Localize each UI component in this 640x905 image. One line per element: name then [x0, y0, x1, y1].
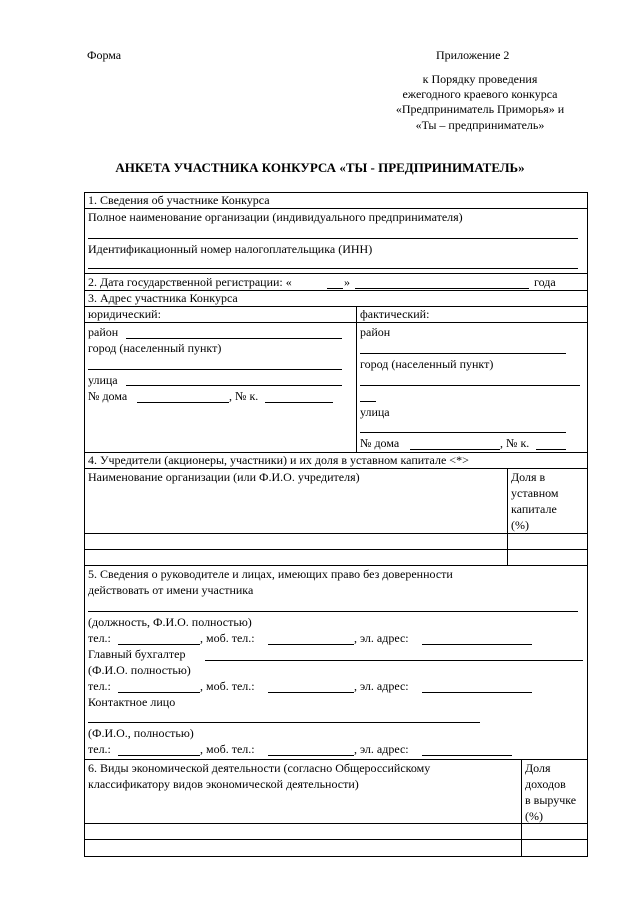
org-name-label: Полное наименование организации (индивидуального предпринимателя) — [88, 210, 463, 224]
s3-heading: 3. Адрес участника Конкурса — [88, 291, 238, 305]
s5-heading-1: 5. Сведения о руководителе и лицах, имеющих право без доверенности — [88, 567, 453, 581]
actual-apt-field[interactable] — [536, 449, 566, 450]
legal-city-field[interactable] — [88, 369, 342, 370]
mobile-label-1: , моб. тел.: — [200, 631, 255, 645]
mobile-label-2: , моб. тел.: — [200, 679, 255, 693]
email-label-3: , эл. адрес: — [354, 742, 409, 756]
reg-quote-close: » — [344, 275, 350, 289]
email-label-2: , эл. адрес: — [354, 679, 409, 693]
email-label-1: , эл. адрес: — [354, 631, 409, 645]
email-field-2[interactable] — [422, 692, 532, 693]
phone-field-3[interactable] — [118, 755, 200, 756]
actual-district-field[interactable] — [360, 353, 566, 354]
actual-city-label: город (населенный пункт) — [360, 357, 494, 371]
phone-label-2: тел.: — [88, 679, 111, 693]
reg-year-label: года — [534, 275, 556, 289]
legal-house-field[interactable] — [137, 402, 229, 403]
reg-day-field[interactable] — [327, 288, 343, 289]
mobile-field-1[interactable] — [268, 644, 354, 645]
accountant-label: Главный бухгалтер — [88, 647, 186, 661]
legal-street-label: улица — [88, 373, 118, 387]
legal-apt-label: , № к. — [229, 389, 259, 403]
contact-field[interactable] — [88, 722, 480, 723]
form-title: АНКЕТА УЧАСТНИКА КОНКУРСА «ТЫ - ПРЕДПРИНИМАТЕЛЬ» — [115, 160, 525, 175]
phone-field-2[interactable] — [118, 692, 200, 693]
contact-fio-caption: (Ф.И.О., полностью) — [88, 726, 194, 740]
share-header-4: (%) — [511, 518, 529, 532]
email-field-1[interactable] — [422, 644, 532, 645]
actual-city-field-2[interactable] — [360, 401, 376, 402]
mobile-field-3[interactable] — [268, 755, 354, 756]
legal-city-label: город (населенный пункт) — [88, 341, 222, 355]
share-header-1: Доля в — [511, 470, 546, 484]
org-name-field[interactable] — [88, 238, 578, 239]
legal-district-label: район — [88, 325, 119, 339]
income-header-1: Доля — [525, 761, 551, 775]
phone-label-3: тел.: — [88, 742, 111, 756]
s6-heading-2: классификатору видов экономической деятельности) — [88, 777, 359, 791]
accountant-field[interactable] — [205, 660, 583, 661]
email-field-3[interactable] — [422, 755, 512, 756]
reg-month-year-field[interactable] — [355, 288, 529, 289]
income-header-2: доходов — [525, 777, 566, 791]
position-caption: (должность, Ф.И.О. полностью) — [88, 615, 252, 629]
head-fio-field[interactable] — [88, 611, 578, 612]
share-header-2: уставном — [511, 486, 559, 500]
legal-house-label: № дома — [88, 389, 128, 403]
mobile-label-3: , моб. тел.: — [200, 742, 255, 756]
actual-apt-label: , № к. — [500, 436, 530, 450]
form-label: Форма — [87, 48, 122, 62]
share-header-3: капитале — [511, 502, 557, 516]
s1-heading: 1. Сведения об участнике Конкурса — [88, 193, 270, 207]
s4-heading: 4. Учредители (акционеры, участники) и их доля в уставном капитале <*> — [88, 453, 469, 467]
actual-street-label: улица — [360, 405, 390, 419]
accountant-fio-caption: (Ф.И.О. полностью) — [88, 663, 191, 677]
inn-field[interactable] — [88, 268, 578, 269]
actual-city-field[interactable] — [360, 385, 580, 386]
appendix-label: Приложение 2 — [436, 48, 510, 62]
phone-field-1[interactable] — [118, 644, 200, 645]
ref-line-3: «Предприниматель Приморья» и — [395, 102, 565, 116]
s5-heading-2: действовать от имени участника — [88, 583, 254, 597]
legal-apt-field[interactable] — [265, 402, 333, 403]
legal-address-label: юридический: — [88, 307, 161, 321]
inn-label: Идентификационный номер налогоплательщика (ИНН) — [88, 242, 373, 256]
actual-address-label: фактический: — [360, 307, 430, 321]
income-header-4: (%) — [525, 809, 543, 823]
contact-label: Контактное лицо — [88, 695, 176, 709]
actual-street-field[interactable] — [360, 432, 566, 433]
legal-street-field[interactable] — [126, 385, 342, 386]
founders-name-header: Наименование организации (или Ф.И.О. учредителя) — [88, 470, 360, 484]
actual-house-field[interactable] — [410, 449, 500, 450]
mobile-field-2[interactable] — [268, 692, 354, 693]
phone-label-1: тел.: — [88, 631, 111, 645]
reg-date-label: 2. Дата государственной регистрации: « — [88, 275, 292, 289]
income-header-3: в выручке — [525, 793, 577, 807]
ref-line-2: ежегодного краевого конкурса — [402, 87, 558, 101]
actual-district-label: район — [360, 325, 391, 339]
ref-line-4: «Ты – предприниматель» — [415, 118, 545, 132]
actual-house-label: № дома — [360, 436, 400, 450]
ref-line-1: к Порядку проведения — [422, 72, 538, 86]
s6-heading-1: 6. Виды экономической деятельности (согласно Общероссийскому — [88, 761, 431, 775]
legal-district-field[interactable] — [126, 338, 342, 339]
